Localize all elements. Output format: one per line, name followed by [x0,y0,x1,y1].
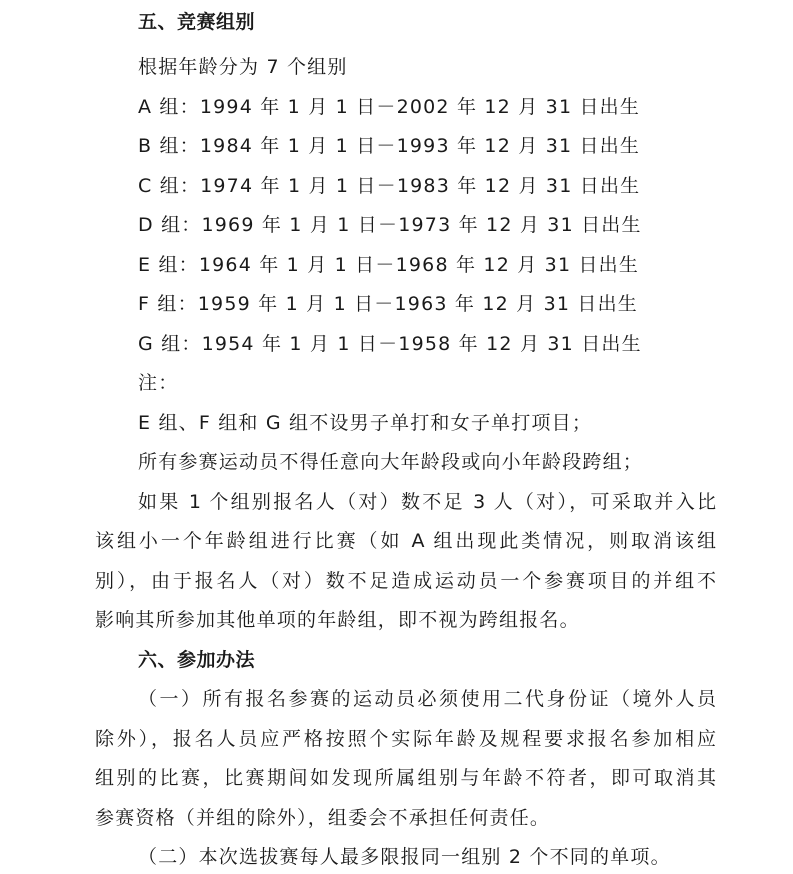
group-e: E 组：1964 年 1 月 1 日－1968 年 12 月 31 日出生 [138,254,640,276]
item-1-line: （一）所有报名参赛的运动员必须使用二代身份证（境外人员 [138,688,716,710]
note-2: 所有参赛运动员不得任意向大年龄段或向小年龄段跨组； [138,451,644,473]
item-1-line: 组别的比赛，比赛期间如发现所属组别与年龄不符者，即可取消其 [95,767,716,789]
group-d: D 组：1969 年 1 月 1 日－1973 年 12 月 31 日出生 [138,214,642,236]
group-g: G 组：1954 年 1 月 1 日－1958 年 12 月 31 日出生 [138,333,642,355]
note-1: E 组、F 组和 G 组不设男子单打和女子单打项目； [138,412,593,434]
item-1-line: 参赛资格（并组的除外），组委会不承担任何责任。 [95,807,551,829]
item-1-line: 除外），报名人员应严格按照个实际年龄及规程要求报名参加相应 [95,728,716,750]
note-3-line: 别），由于报名人（对）数不足造成运动员一个参赛项目的并组不 [95,570,716,592]
note-label: 注： [138,372,179,394]
note-3-line: 如果 1 个组别报名人（对）数不足 3 人（对），可采取并入比 [138,491,716,513]
section-5-intro: 根据年龄分为 7 个组别 [138,56,348,78]
section-6-heading: 六、参加办法 [138,649,256,671]
note-3-line: 该组小一个年龄组进行比赛（如 A 组出现此类情况，则取消该组 [95,530,716,552]
group-c: C 组：1974 年 1 月 1 日－1983 年 12 月 31 日出生 [138,175,641,197]
group-f: F 组：1959 年 1 月 1 日－1963 年 12 月 31 日出生 [138,293,639,315]
group-b: B 组：1984 年 1 月 1 日－1993 年 12 月 31 日出生 [138,135,641,157]
group-a: A 组：1994 年 1 月 1 日－2002 年 12 月 31 日出生 [138,96,641,118]
item-2: （二）本次选拔赛每人最多限报同一组别 2 个不同的单项。 [138,846,671,868]
section-5-heading: 五、竞赛组别 [138,11,256,33]
note-3-line: 影响其所参加其他单项的年龄组，即不视为跨组报名。 [95,609,580,631]
